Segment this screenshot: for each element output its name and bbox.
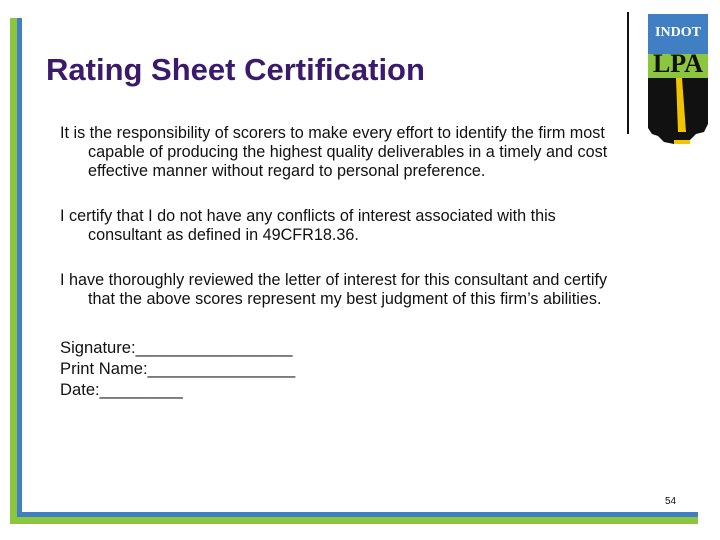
logo-lpa-text: LPA bbox=[652, 49, 704, 78]
signature-block bbox=[60, 337, 620, 400]
frame-left-blue-bar bbox=[17, 18, 22, 518]
logo-divider bbox=[627, 12, 629, 134]
frame-left-green-bar bbox=[10, 18, 17, 524]
frame-bottom-blue-bar bbox=[22, 512, 698, 517]
responsibility-paragraph: It is the responsibility of scorers to make every effort to identify the firm most capable of producing the highest quality deliverables in a timely and cost effective manner without regard to personal preference. bbox=[60, 124, 608, 180]
date-line: Date:_________ bbox=[60, 380, 183, 399]
logo-underline bbox=[674, 140, 690, 144]
frame-bottom-green-bar bbox=[10, 517, 698, 524]
conflict-of-interest-paragraph: I certify that I do not have any conflicts of interest associated with this consultant as defined in 49CFR18.36. bbox=[60, 207, 556, 244]
review-certification-paragraph: I have thoroughly reviewed the letter of interest for this consultant and certify that the above scores represent my best judgment of this firm’s abilities. bbox=[60, 271, 608, 308]
slide-title: Rating Sheet Certification bbox=[46, 52, 425, 87]
signature-line: Signature:_________________ bbox=[60, 338, 293, 357]
logo-indot-text: INDOT bbox=[655, 25, 701, 40]
page-number: 54 bbox=[665, 496, 677, 507]
print-name-line: Print Name:________________ bbox=[60, 359, 296, 378]
indot-lpa-logo bbox=[646, 14, 710, 148]
certification-body bbox=[60, 124, 620, 400]
